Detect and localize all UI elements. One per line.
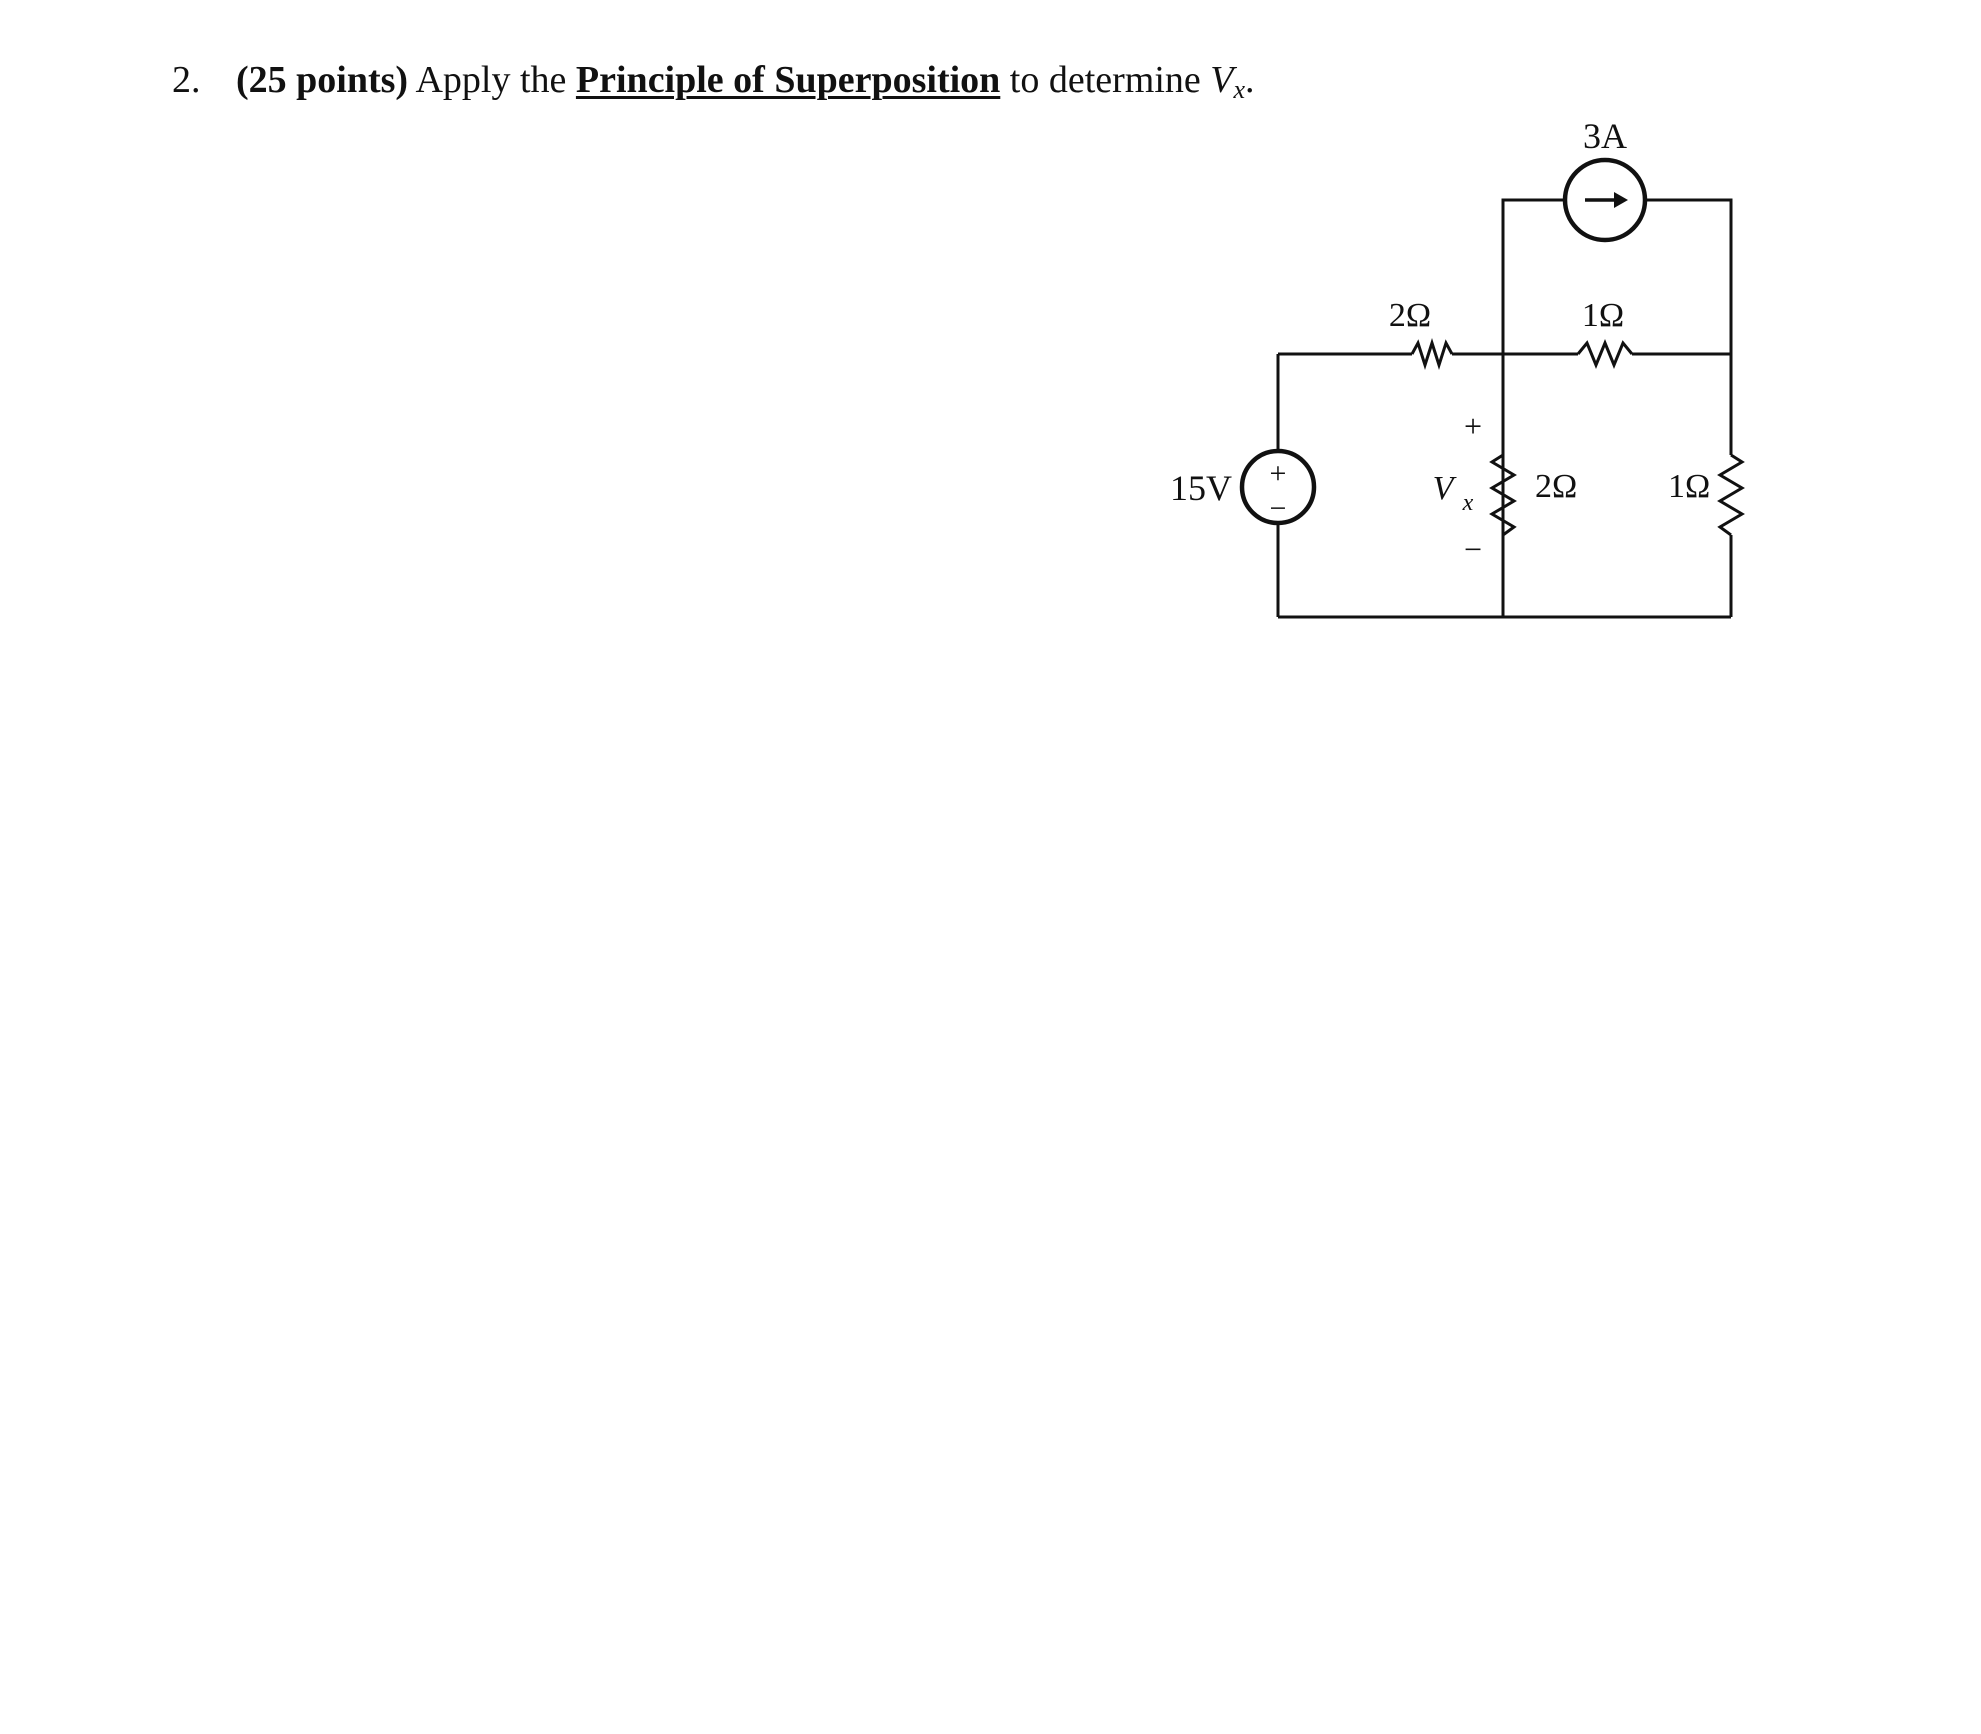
- resistor-mid-label: 2Ω: [1535, 468, 1578, 505]
- resistor-right-zigzag: [1720, 455, 1742, 535]
- problem-number: 2.: [172, 59, 201, 101]
- vx-minus: −: [1463, 531, 1483, 567]
- resistor-right-label: 1Ω: [1668, 468, 1711, 505]
- vx-label-subscript: x: [1462, 490, 1474, 516]
- resistor-top-right-label: 1Ω: [1581, 297, 1625, 334]
- resistor-top-right-zigzag: [1578, 343, 1632, 365]
- vx-annotation: [1433, 408, 1482, 567]
- resistor-right: [1668, 455, 1742, 535]
- principle-text: Principle of Superposition: [575, 59, 1001, 101]
- problem-text-before: Apply the: [415, 59, 567, 101]
- problem-end: .: [1245, 59, 1255, 101]
- current-source-3a: [1565, 116, 1645, 240]
- resistor-top-left-zigzag: [1412, 343, 1452, 365]
- current-source-label: 3A: [1583, 116, 1627, 156]
- resistor-top-right: [1578, 297, 1632, 365]
- problem-text-after: to determine: [1009, 59, 1201, 101]
- resistor-top-left-label: 2Ω: [1388, 297, 1432, 334]
- voltage-source-15v: [1170, 451, 1314, 525]
- problem-points: (25 points): [236, 59, 409, 101]
- wire-cs-left: [1503, 200, 1565, 617]
- voltage-source-label: 15V: [1170, 468, 1232, 508]
- vx-plus: +: [1463, 408, 1483, 444]
- circuit-wires: [1278, 200, 1731, 617]
- vx-label-letter: V: [1432, 470, 1454, 507]
- vx-letter: V: [1210, 59, 1234, 101]
- resistor-mid: [1492, 455, 1577, 535]
- voltage-source-plus: +: [1269, 457, 1287, 490]
- voltage-source-minus: −: [1269, 492, 1287, 525]
- vx-subscript: x: [1233, 75, 1246, 104]
- wire-cs-right: [1645, 200, 1731, 354]
